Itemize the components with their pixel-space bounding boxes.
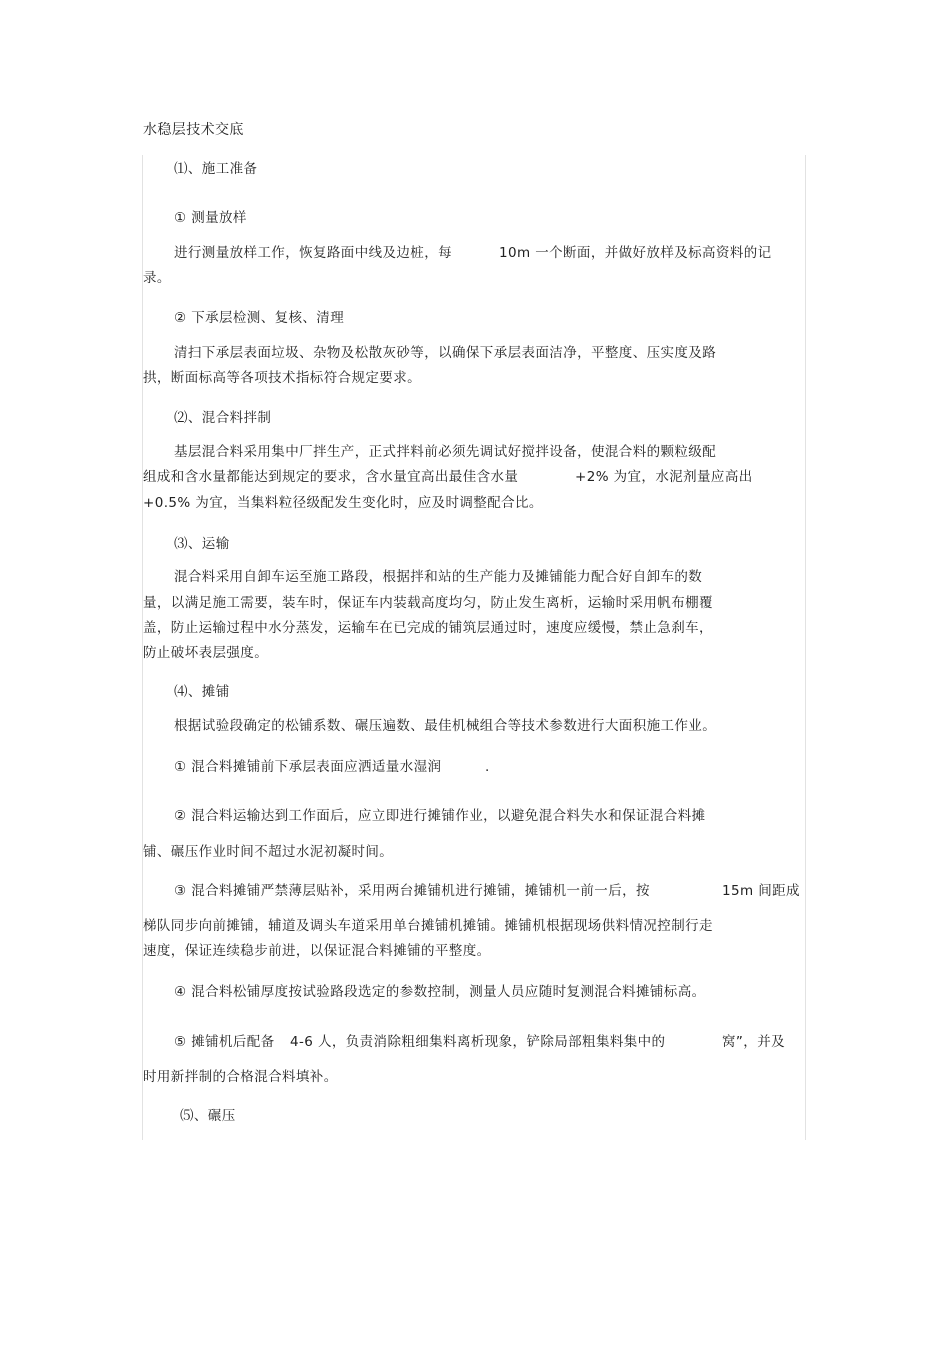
right-margin-rule	[805, 155, 806, 1140]
subsection-heading: ② 下承层检测、复核、清理	[174, 310, 345, 326]
list-item: ⑤ 摊铺机后配备	[174, 1034, 275, 1050]
paragraph-line: 根据试验段确定的松铺系数、碾压遍数、最佳机械组合等技术参数进行大面积施工作业。	[174, 718, 717, 734]
list-item: ① 混合料摊铺前下承层表面应洒适量水湿润	[174, 759, 442, 775]
paragraph-line: 防止破坏表层强度。	[143, 645, 269, 661]
section-heading: ⑸、碾压	[180, 1108, 236, 1124]
list-item: 4-6 人，负责消除粗细集料离析现象，铲除局部粗集料集中的	[290, 1034, 666, 1050]
paragraph-line: 盖，防止运输过程中水分蒸发，运输车在已完成的铺筑层通过时，速度应缓慢，禁止急刹车，	[143, 620, 713, 636]
list-item: .	[485, 759, 490, 775]
paragraph-line: 混合料采用自卸车运至施工路段，根据拌和站的生产能力及摊铺能力配合好自卸车的数	[174, 569, 703, 585]
paragraph-line: 进行测量放样工作，恢复路面中线及边桩，每	[174, 245, 452, 261]
paragraph-line: 量，以满足施工需要，装车时，保证车内装载高度均匀，防止发生离析，运输时采用帆布棚覆	[143, 595, 713, 611]
paragraph-line: 清扫下承层表面垃圾、杂物及松散灰砂等，以确保下承层表面洁净，平整度、压实度及路	[174, 345, 717, 361]
list-item: ② 混合料运输达到工作面后，应立即进行摊铺作业，以避免混合料失水和保证混合料摊	[174, 808, 706, 824]
paragraph-line: 梯队同步向前摊铺，辅道及调头车道采用单台摊铺机摊铺。摊铺机根据现场供料情况控制行走	[143, 918, 713, 934]
paragraph-line: 拱，断面标高等各项技术指标符合规定要求。	[143, 370, 421, 386]
subsection-heading: ① 测量放样	[174, 210, 247, 226]
section-heading: ⑴、施工准备	[174, 161, 258, 177]
paragraph-line: 时用新拌制的合格混合料填补。	[143, 1069, 338, 1085]
list-item: 窝”，并及	[722, 1034, 785, 1050]
list-item: ③ 混合料摊铺严禁薄层贴补，采用两台摊铺机进行摊铺，摊铺机一前一后，按	[174, 883, 650, 899]
paragraph-line: 组成和含水量都能达到规定的要求，含水量宜高出最佳含水量	[143, 469, 519, 485]
paragraph-line: 速度，保证连续稳步前进，以保证混合料摊铺的平整度。	[143, 943, 491, 959]
document-title: 水稳层技术交底	[143, 122, 244, 138]
paragraph-line: 录。	[143, 270, 171, 286]
paragraph-line: 基层混合料采用集中厂拌生产，正式拌料前必须先调试好搅拌设备，使混合料的颗粒级配	[174, 444, 717, 460]
section-heading: ⑵、混合料拌制	[174, 410, 272, 426]
section-heading: ⑷、摊铺	[174, 684, 230, 700]
paragraph-line: +2% 为宜，水泥剂量应高出	[575, 469, 753, 485]
section-heading: ⑶、运输	[174, 536, 230, 552]
list-item: 15m 间距成	[722, 883, 800, 899]
paragraph-line: 铺、碾压作业时间不超过水泥初凝时间。	[143, 844, 394, 860]
list-item: ④ 混合料松铺厚度按试验路段选定的参数控制，测量人员应随时复测混合料摊铺标高。	[174, 984, 706, 1000]
paragraph-line: +0.5% 为宜，当集料粒径级配发生变化时，应及时调整配合比。	[143, 495, 543, 511]
paragraph-line: 10m 一个断面，并做好放样及标高资料的记	[499, 245, 772, 261]
